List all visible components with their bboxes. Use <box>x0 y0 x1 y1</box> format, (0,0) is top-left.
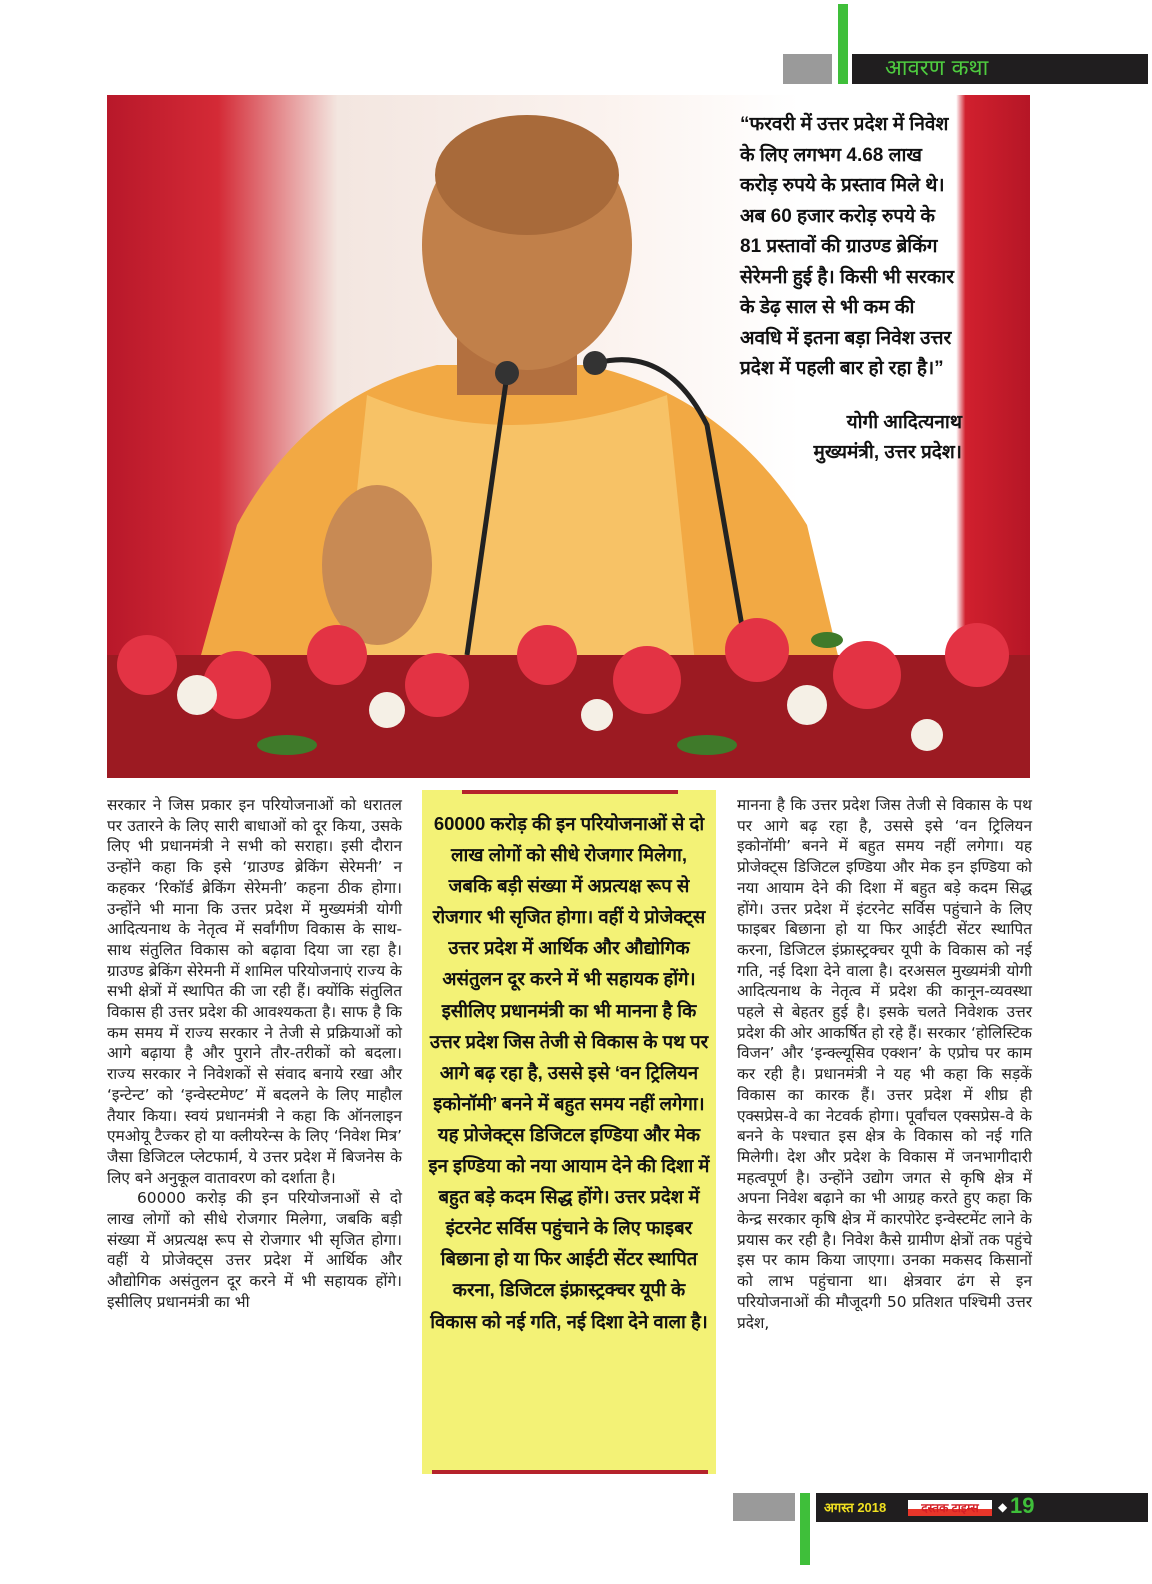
article-paragraph: सरकार ने जिस प्रकार इन परियोजनाओं को धरातल पर उतारने के लिए सारी बाधाओं को दूर किया, उसके लिए भी प्रधानमंत्री ने सभी को सराहा। इसी दौरान उन्होंने कहा कि इसे ‘ग्राउण्ड ब्रेकिंग सेरेमनी’ न कहकर ‘रिकॉर्ड ब्रेकिंग सेरेमनी’ कहना ठीक होगा। उन्होंने भी माना कि उत्तर प्रदेश में मुख्यमंत्री योगी आदित्यनाथ के नेतृत्व में सर्वांगीण विकास के साथ-साथ संतुलित विकास को बढ़ावा दिया जा रहा है। ग्राउण्ड ब्रेकिंग सेरेमनी में शामिल परियोजनाएं राज्य के सभी क्षेत्रों में स्थापित की जा रही हैं। क्योंकि संतुलित विकास ही उत्तर प्रदेश की आवश्यकता है। साफ है कि कम समय में राज्य सरकार ने तेजी से प्रक्रियाओं को आगे बढ़ाया है और पुराने तौर-तरीकों को बदला। राज्य सरकार ने निवेशकों से संवाद बनाये रखा और ‘इन्टेन्ट’ को ‘इन्वेस्टमेण्ट’ में बदलने के लिए माहौल तैयार किया। स्वयं प्रधानमंत्री ने कहा कि ऑनलाइन एमओयू टैज्कर हो या क्लीयरेन्स के लिए ‘निवेश मित्र’ जैसा डिजिटल प्लेटफार्म, ये उत्तर प्रदेश में बिजनेस के लिए बने अनुकूल वातावरण को दर्शाता है। <box>107 796 402 1187</box>
mic-head-right <box>583 351 607 375</box>
header-green-bar <box>838 4 848 84</box>
article-column-left <box>107 795 402 1313</box>
quote-designation: मुख्यमंत्री, उत्तर प्रदेश। <box>813 442 962 463</box>
magazine-logo-text: दस्तक टाइम्स <box>921 1501 979 1515</box>
diamond-separator-icon: ◆ <box>998 1500 1008 1514</box>
article-paragraph: मानना है कि उत्तर प्रदेश जिस तेजी से विकास के पथ पर आगे बढ़ रहा है, उससे इसे ‘वन ट्रिलियन इकोनॉमी’ बनने में बहुत समय नहीं लगेगा। यह प्रोजेक्ट्स डिजिटल इण्डिया और मेक इन इण्डिया को नया आयाम देने की दिशा में बहुत बड़े कदम सिद्ध होंगे। उत्तर प्रदेश में इंटरनेट सर्विस पहुंचाने के लिए फाइबर बिछाना हो या फिर आईटी सेंटर स्थापित करना, डिजिटल इंफ्रास्ट्रक्चर यूपी के विकास को नई गति, नई दिशा देने वाला है। दरअसल मुख्यमंत्री योगी आदित्यनाथ के नेतृत्व में प्रदेश की कानून-व्यवस्था पहले से बेहतर हुई है। इसके चलते निवेशक उत्तर प्रदेश की ओर आकर्षित हो रहे हैं। सरकार ‘होलिस्टिक विजन’ और ‘इन्क्ल्यूसिव एक्शन’ के एप्रोच पर काम कर रही है। प्रधानमंत्री ने यह भी कहा कि सड़कें विकास का कारक हैं। उत्तर प्रदेश में शीघ्र ही एक्सप्रेस-वे का नेटवर्क होगा। पूर्वांचल एक्सप्रेस-वे के बनने के पश्चात इस क्षेत्र के विकास को नई गति मिलेगी। देश और प्रदेश के विकास में जनभागीदारी महत्वपूर्ण है। उन्होंने उद्योग जगत से कृषि क्षेत्र में अपना निवेश बढ़ाने का भी आग्रह करते हुए कहा कि केन्द्र सरकार कृषि क्षेत्र में कारपोरेट इन्वेस्टमेंट लाने के प्रयास कर रही है। निवेश कैसे ग्रामीण क्षेत्रों तक पहुंचे इस पर काम किया जाएगा। उनका मकसद किसानों को लाभ पहुंचाना था। क्षेत्रवार ढंग से इन परियोजनाओं की मौजूदगी 50 प्रतिशत पश्चिमी उत्तर प्रदेश, <box>737 796 1032 1332</box>
pullquote-top-rule <box>462 790 678 794</box>
article-column-right <box>737 795 1032 1333</box>
raised-hand <box>322 485 432 645</box>
mic-head-left <box>495 361 519 385</box>
page-number: 19 <box>1010 1493 1035 1518</box>
article-paragraph: 60000 करोड़ की इन परियोजनाओं से दो लाख लोगों को सीधे रोजगार मिलेगा, जबकि बड़ी संख्या में अप्रत्यक्ष रूप से रोजगार भी सृजित होगा। वहीं ये प्रोजेक्ट्स उत्तर प्रदेश में आर्थिक और औद्योगिक असंतुलन दूर करने में भी सहायक होंगे। इसीलिए प्रधानमंत्री का भी <box>107 1189 402 1311</box>
footer-gray-block <box>733 1493 795 1521</box>
pullquote-bottom-rule <box>432 1470 708 1474</box>
magazine-logo <box>908 1500 992 1516</box>
quote-text: “फरवरी में उत्तर प्रदेश में निवेश के लिए लगभग 4.68 लाख करोड़ रुपये के प्रस्ताव मिले थे। अब 60 हजार करोड़ रुपये के 81 प्रस्तावों की ग्राउण्ड ब्रेकिंग सेरेमनी हुई है। किसी भी सरकार के डेढ़ साल से भी कम की अवधि में इतना बड़ा निवेश उत्तर प्रदेश में पहली बार हो रहा है।” <box>740 114 955 379</box>
footer-green-bar <box>800 1493 810 1565</box>
pullquote-text: 60000 करोड़ की इन परियोजनाओं से दो लाख लोगों को सीधे रोजगार मिलेगा, जबकि बड़ी संख्या में अप्रत्यक्ष रूप से रोजगार भी सृजित होगा। वहीं ये प्रोजेक्ट्स उत्तर प्रदेश में आर्थिक और औद्योगिक असंतुलन दूर करने में भी सहायक होंगे। इसीलिए प्रधानमंत्री का भी मानना है कि उत्तर प्रदेश जिस तेजी से विकास के पथ पर आगे बढ़ रहा है, उससे इसे ‘वन ट्रिलियन इकोनॉमी’ बनने में बहुत समय नहीं लगेगा। यह प्रोजेक्ट्स डिजिटल इण्डिया और मेक इन इण्डिया को नया आयाम देने की दिशा में बहुत बड़े कदम सिद्ध होंगे। उत्तर प्रदेश में इंटरनेट सर्विस पहुंचाने के लिए फाइबर बिछाना हो या फिर आईटी सेंटर स्थापित करना, डिजिटल इंफ्रास्ट्रक्चर यूपी के विकास को नई गति, नई दिशा देने वाला है। <box>428 813 710 1332</box>
issue-date: अगस्त 2018 <box>824 1500 887 1515</box>
header-gray-block <box>783 54 832 84</box>
section-title: आवरण कथा <box>885 56 989 81</box>
head-shade <box>435 115 619 235</box>
quote-attribution <box>740 408 962 468</box>
quote-author: योगी आदित्यनाथ <box>846 412 962 433</box>
